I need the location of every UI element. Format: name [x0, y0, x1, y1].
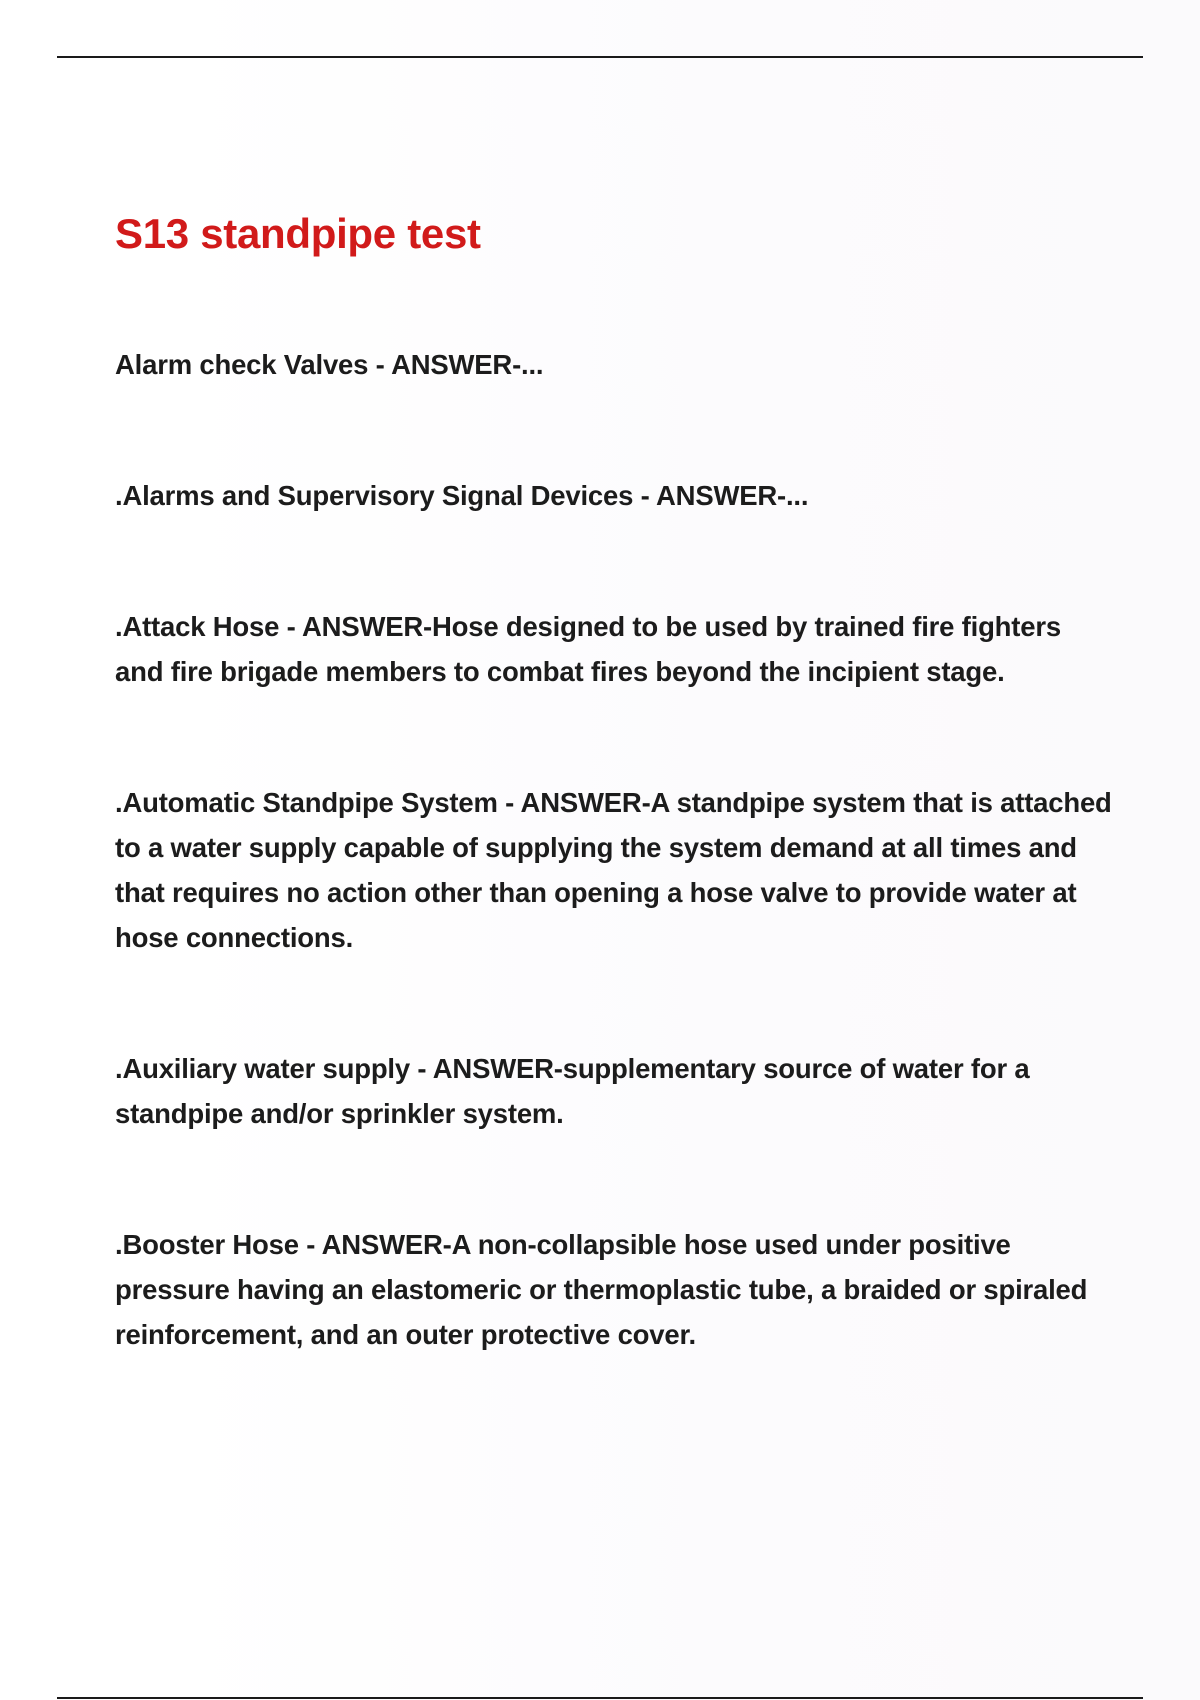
header-divider [57, 56, 1143, 58]
document-body [115, 198, 1115, 1443]
flashcard-entry-auxiliary-water-supply: .Auxiliary water supply - ANSWER-supplementary source of water for a standpipe and/or sprinkler system. [115, 1053, 1030, 1129]
flashcard-entry-attack-hose: .Attack Hose - ANSWER-Hose designed to be used by trained fire fighters and fire brigade members to combat fires beyond the incipient stage. [115, 611, 1061, 687]
footer-divider [57, 1697, 1143, 1699]
flashcard-entry-alarms-supervisory-devices: .Alarms and Supervisory Signal Devices - ANSWER-... [115, 480, 809, 511]
document-title: S13 standpipe test [115, 210, 481, 257]
flashcard-entry-automatic-standpipe-system: .Automatic Standpipe System - ANSWER-A standpipe system that is attached to a water supply capable of supplying the system demand at all times and that requires no action other than opening a hose valve to provide water at hose connections. [115, 787, 1112, 953]
flashcard-entry-booster-hose: .Booster Hose - ANSWER-A non-collapsible hose used under positive pressure having an elastomeric or thermoplastic tube, a braided or spiraled reinforcement, and an outer protective cover. [115, 1229, 1088, 1350]
flashcard-entry-alarm-check-valves: Alarm check Valves - ANSWER-... [115, 349, 544, 380]
flashcard-list [115, 342, 1115, 1357]
